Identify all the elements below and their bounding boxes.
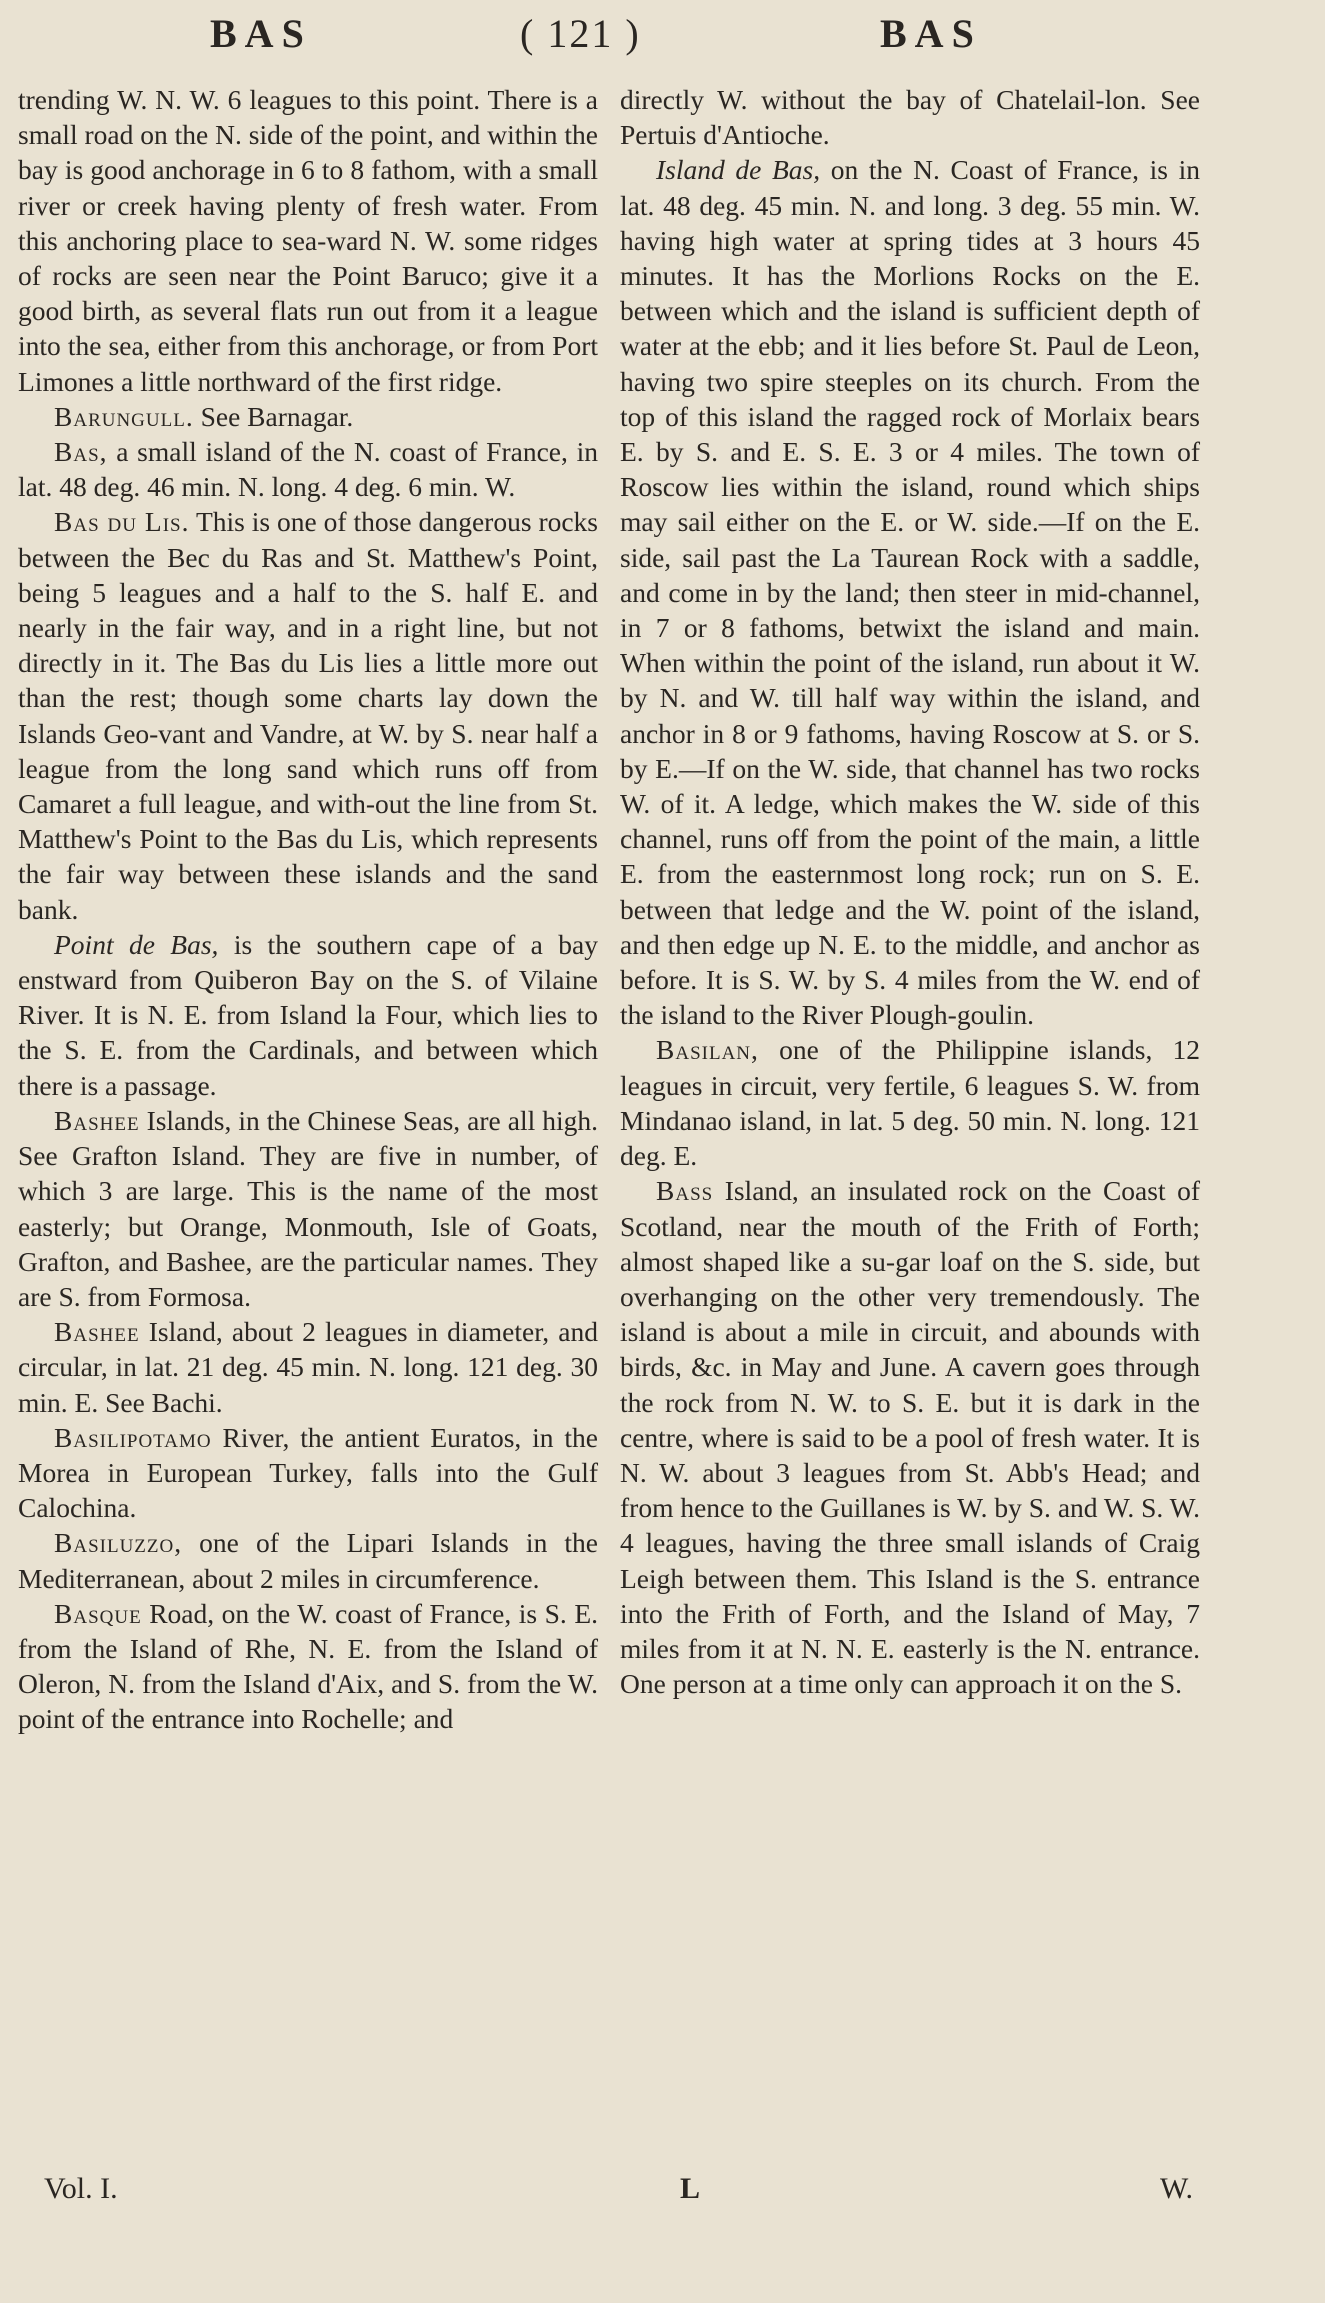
entry-text: one of the Lipari Islands in the Mediterranean, about 2 miles in circumference. (18, 1527, 598, 1594)
entry-paragraph (18, 927, 598, 1103)
entry-text: a small island of the N. coast of France, in lat. 48 deg. 46 min. N. long. 4 deg. 6 min. W. (18, 436, 598, 503)
entry-paragraph (18, 82, 598, 399)
entry-paragraph (18, 1420, 598, 1526)
entry-head: Basque (54, 1597, 142, 1629)
left-column (18, 82, 598, 1737)
entry-head: Bas, (54, 436, 108, 468)
entry-head: Bas du Lis. (54, 506, 190, 538)
header-left-word: BAS (210, 11, 312, 56)
entry-head: Bass (656, 1175, 714, 1207)
entry-head: Point de Bas, (54, 928, 219, 960)
entry-text: River, the antient Euratos, in the Morea in European Turkey, falls into the Gulf Calochina. (18, 1421, 598, 1524)
entry-text: directly W. without the bay of Chatelail-lon. See Pertuis d'Antioche. (620, 84, 1200, 151)
entry-head: Basilan, (656, 1034, 759, 1066)
entry-text: This is one of those dangerous rocks between the Bec du Ras and St. Matthew's Point, being 5 leagues and a half to the S. half E. and nearly in the fair way, and in a right line, but not directly in it. The Bas du Lis lies a little more out than the rest; though some charts lay down the Islands Geo-vant and Vandre, at W. by S. near half a league from the long sand which runs off from Camaret a full league, and with-out the line from St. Matthew's Point to the Bas du Lis, which represents the fair way between these islands and the sand bank. (18, 506, 599, 925)
entry-paragraph (18, 434, 598, 504)
entry-head: Basilipotamo (54, 1421, 212, 1453)
header-right-word: BAS (880, 11, 982, 56)
entry-paragraph (18, 1103, 598, 1314)
page-number: ( 121 ) (520, 11, 641, 56)
entry-paragraph (620, 1173, 1200, 1701)
entry-paragraph (18, 399, 598, 434)
signature-mark: L (680, 2172, 701, 2205)
entry-paragraph (18, 1314, 598, 1420)
entry-paragraph (620, 1032, 1200, 1173)
entry-head: Barungull. (54, 400, 194, 432)
entry-text: on the N. Coast of France, is in lat. 48 deg. 45 min. N. and long. 3 deg. 55 min. W. having high water at spring tides at 3 hours 45 minutes. It has the Morlions Rocks on the E. between which and the island is sufficient depth of water at the ebb; and it lies before St. Paul de Leon, having two spire steeples on its church. From the top of this island the ragged rock of Morlaix bears E. by S. and E. S. E. 3 or 4 miles. The town of Roscow lies within the island, round which ships may sail either on the E. or W. side.—If on the E. side, sail past the La Taurean Rock with a saddle, and come in by the land; then steer in mid-channel, in 7 or 8 fathoms, betwixt the island and main. When within the point of the island, run about it W. by N. and W. till half way within the island, and anchor in 8 or 9 fathoms, having Roscow at S. or S. by E.—If on the W. side, that channel has two rocks W. of it. A ledge, which makes the W. side of this channel, runs off from the point of the main, a little E. from the easternmost long rock; run on S. E. between that ledge and the W. point of the island, and then edge up N. E. to the middle, and anchor as before. It is S. W. by S. 4 miles from the W. end of the island to the River Plough-goulin. (620, 154, 1200, 1031)
entry-text: See Barnagar. (193, 400, 354, 432)
volume-label: Vol. I. (44, 2172, 118, 2205)
entry-paragraph (18, 1525, 598, 1595)
right-column (620, 82, 1200, 1701)
page-footer (0, 2172, 1325, 2222)
entry-text: Island, an insulated rock on the Coast of Scotland, near the mouth of the Frith of Forth; almost shaped like a su-gar loaf on the S. side, but overhanging on the other very tremendously. The island is about a mile in circuit, and abounds with birds, &c. in May and June. A cavern goes through the rock from N. W. to S. E. but it is dark in the centre, where is said to be a pool of fresh water. It is N. W. about 3 leagues from St. Abb's Head; and from hence to the Guillanes is W. by S. and W. S. W. 4 leagues, having the three small islands of Craig Leigh between them. This Island is the S. entrance into the Frith of Forth, and the Island of May, 7 miles from it at N. N. E. easterly is the N. entrance. One person at a time only can approach it on the S. (620, 1175, 1200, 1700)
entry-head: Island de Bas, (656, 154, 821, 186)
entry-text: Islands, in the Chinese Seas, are all high. See Grafton Island. They are five in number, of which 3 are large. This is the name of the most easterly; but Orange, Monmouth, Isle of Goats, Grafton, and Bashee, are the particular names. They are S. from Formosa. (18, 1104, 598, 1312)
entry-paragraph (18, 504, 598, 926)
entry-text: trending W. N. W. 6 leagues to this point. There is a small road on the N. side of the point, and within the bay is good anchorage in 6 to 8 fathom, with a small river or creek having plenty of fresh water. From this anchoring place to sea-ward N. W. some ridges of rocks are seen near the Point Baruco; give it a good birth, as several flats run out from it a league into the sea, either from this anchorage, or from Port Limones a little northward of the first ridge. (18, 84, 598, 397)
entry-head: Bashee (54, 1104, 140, 1136)
catchword: W. (1160, 2172, 1194, 2205)
entry-text: Road, on the W. coast of France, is S. E. from the Island of Rhe, N. E. from the Island of Oleron, N. from the Island d'Aix, and S. from the W. point of the entrance into Rochelle; and (18, 1597, 598, 1735)
entry-text: one of the Philippine islands, 12 leagues in circuit, very fertile, 6 leagues S. W. from Mindanao island, in lat. 5 deg. 50 min. N. long. 121 deg. E. (620, 1034, 1200, 1172)
entry-text: is the southern cape of a bay enstward from Quiberon Bay on the S. of Vilaine River. It is N. E. from Island la Four, which lies to the S. E. from the Cardinals, and between which there is a passage. (18, 928, 598, 1101)
entry-head: Basiluzzo, (54, 1527, 183, 1559)
entry-head: Bashee (54, 1316, 140, 1348)
entry-paragraph (620, 152, 1200, 1032)
entry-text: Island, about 2 leagues in diameter, and circular, in lat. 21 deg. 45 min. N. long. 121 deg. 30 min. E. See Bachi. (18, 1316, 598, 1418)
entry-paragraph (620, 82, 1200, 152)
entry-paragraph (18, 1596, 598, 1737)
running-header (0, 6, 1325, 70)
